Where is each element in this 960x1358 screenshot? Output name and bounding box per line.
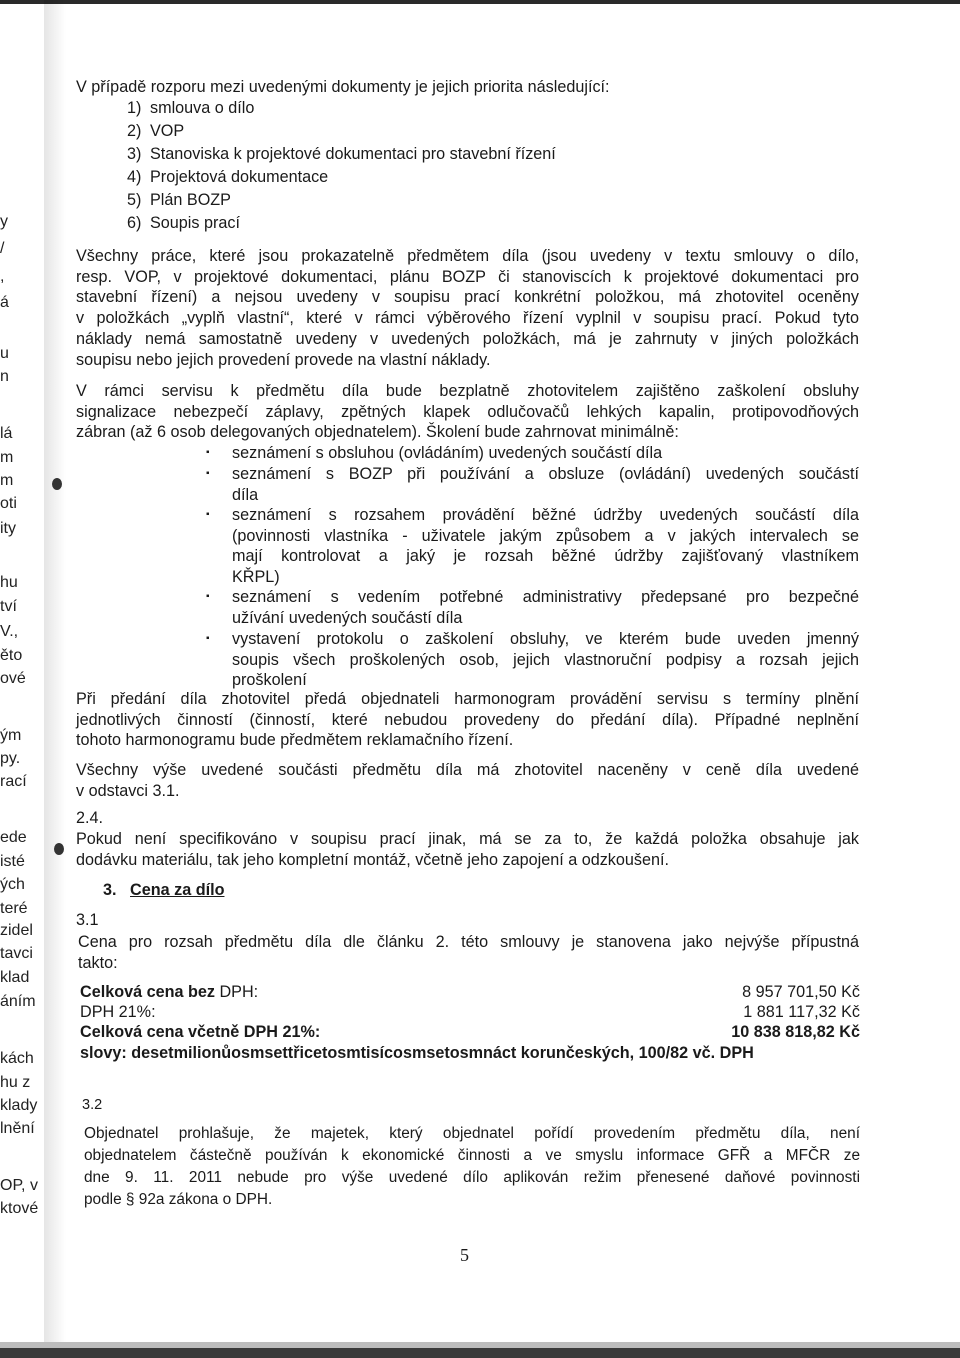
training-item-line: užívání uvedených součástí díla [232, 608, 463, 627]
vat-label: DPH 21%: [80, 1003, 156, 1021]
priority-intro: V případě rozporu mezi uvedenými dokumenty je jejich priorita následující: [76, 78, 610, 96]
priority-item-text: Soupis prací [150, 214, 240, 232]
price-in-words: slovy: desetmilionůosmsettřicetosmtisícosmsetosmnáct korunčeských, 100/82 vč. DPH [80, 1044, 754, 1062]
priority-item-text: Stanoviska k projektové dokumentaci pro stavební řízení [150, 145, 556, 163]
text-line: v odstavci 3.1. [76, 781, 180, 800]
gutter-fragment: ým [0, 727, 22, 744]
gutter-fragment: m [0, 449, 14, 466]
section-2-4-label: 2.4. [76, 809, 104, 827]
gutter-fragment: V., [0, 623, 19, 640]
gutter-fragment: lnění [0, 1120, 35, 1137]
gutter-fragment: á [0, 294, 9, 311]
training-item-line: seznámení s vedením potřebné administrativy předepsané pro bezpečné [232, 588, 859, 606]
bullet-marker: ▪ [206, 509, 210, 520]
priority-item-text: smlouva o dílo [150, 99, 255, 117]
scan-top-edge [0, 0, 960, 4]
text-line: dodávku materiálu, tak jeho kompletní montáž, včetně jeho zapojení a odzkoušení. [76, 851, 670, 869]
net-label-rest: DPH: [214, 983, 259, 1001]
priority-item-number: 5) [127, 191, 142, 209]
gutter-fragment: hu z [0, 1074, 31, 1091]
training-item-line: KŘPL) [232, 567, 280, 586]
net-label-bold: Celková cena bez [80, 983, 215, 1001]
training-item-line: mají kontrolovat a jaký je rozsah běžné údržby zajišťovaný vlastníkem [232, 547, 859, 565]
text-line: Pokud není specifikováno v soupisu prací jinak, má se za to, že každá položka obsahuje jak [76, 830, 859, 848]
priority-item-number: 6) [127, 214, 142, 232]
gutter-fragment: lá [0, 425, 13, 442]
priority-item [127, 167, 328, 188]
text-line: tohoto harmonogramu bude předmětem reklamačního řízení. [76, 731, 514, 749]
text-line: resp. VOP, v projektové dokumentaci, plánu BOZP či stanoviscích k projektové dokumentaci pro [76, 267, 859, 286]
training-item-line: soupis všech proškolených osob, jejich vlastnoruční podpisy a rozsah jejich [232, 650, 859, 669]
gutter-fragment: ěto [0, 647, 23, 664]
gutter-fragment: klad [0, 969, 30, 986]
gutter-fragment: ity [0, 520, 16, 537]
gutter-fragment: / [0, 240, 5, 257]
text-line: objednatelem částečně používán k ekonomické činnosti a ve smyslu informace GFŘ a MFČR ze [84, 1147, 860, 1164]
text-line: soupisu nebo jejich provedení provede na vlastní náklady. [76, 350, 491, 369]
scan-bottom-edge [0, 1348, 960, 1358]
text-line: náklady nemá samostatně uvedeny v uvedených položkách, má je zahrnuty v jiných položkách [76, 329, 859, 348]
gutter-fragment: kách [0, 1050, 34, 1067]
priority-item-text: VOP [150, 122, 185, 140]
gutter-fragment: py. [0, 750, 21, 767]
text-line: Cena pro rozsah předmětu díla dle článku 2. této smlouvy je stanovena jako nejvýše přípustná [78, 933, 859, 951]
text-line: dne 9. 11. 2011 nebude pro výše uvedené dílo aplikován režim přenesené daňové povinnosti [84, 1169, 860, 1186]
text-line: v položkách „vyplň vlastní“, které v rámci výběrového řízení vyplnil v soupisu prací. Pokud tyto [76, 309, 859, 328]
section-3-heading [103, 880, 224, 901]
section-3-1-label: 3.1 [76, 911, 99, 929]
gutter-fragment: tví [0, 598, 17, 615]
training-item-line: díla [232, 485, 259, 504]
gutter-fragment: n [0, 368, 9, 385]
gutter-fragment: klady [0, 1097, 38, 1114]
training-item-line: proškolení [232, 671, 307, 689]
gutter-fragment: ých [0, 876, 25, 893]
text-line: Při předání díla zhotovitel předá objednateli harmonogram provádění servisu s termíny plnění [76, 690, 859, 708]
priority-item-number: 4) [127, 168, 142, 186]
training-item-line: seznámení s BOZP při používání a obsluze (ovládání) uvedených součástí [232, 465, 859, 483]
priority-item-number: 2) [127, 122, 142, 140]
gutter-fragment: tavci [0, 945, 33, 962]
gutter-fragment: ede [0, 829, 27, 846]
priority-item [127, 98, 254, 119]
training-item-line: (povinnosti vlastníka - uživatele jakým způsobem a v jakých intervalech se [232, 526, 859, 545]
priority-item [127, 144, 556, 165]
punch-hole-mark [52, 478, 62, 490]
text-line: V rámci servisu k předmětu díla bude bezplatně zhotovitelem zajištěno zaškolení obsluhy [76, 382, 859, 400]
text-line: zábran (až 6 osob delegovaných objednatelem). Školení bude zahrnovat minimálně: [76, 423, 679, 441]
gutter-fragment: m [0, 472, 14, 489]
total-value: 10 838 818,82 Kč [731, 1023, 860, 1041]
gutter-fragment: u [0, 345, 9, 362]
gutter-fragment: hu [0, 574, 18, 591]
net-value: 8 957 701,50 Kč [742, 983, 860, 1001]
text-line: podle § 92a zákona o DPH. [84, 1191, 273, 1208]
text-line: Všechny výše uvedené součásti předmětu díla má zhotovitel naceněny v ceně díla uvedené [76, 761, 859, 779]
text-line: takto: [78, 954, 118, 972]
vat-value: 1 881 117,32 Kč [743, 1003, 860, 1021]
gutter-fragment: y [0, 213, 8, 230]
gutter-fragment: teré [0, 900, 28, 917]
gutter-fragment: ové [0, 670, 26, 687]
gutter-fragment: , [0, 268, 5, 285]
training-item-line: seznámení s obsluhou (ovládáním) uvedených součástí díla [232, 444, 663, 462]
priority-item-number: 3) [127, 145, 142, 163]
priority-item-number: 1) [127, 99, 142, 117]
bullet-marker: ▪ [206, 468, 210, 479]
priority-item-text: Projektová dokumentace [150, 168, 329, 186]
punch-hole-mark [54, 843, 64, 855]
previous-page-gutter [0, 0, 44, 1358]
gutter-shadow [44, 0, 66, 1358]
gutter-fragment: zidel [0, 922, 33, 939]
bullet-marker: ▪ [206, 591, 210, 602]
gutter-fragment: oti [0, 495, 17, 512]
gutter-fragment: OP, v [0, 1177, 38, 1194]
section-3-number: 3. [103, 881, 117, 899]
gutter-fragment: rací [0, 773, 27, 790]
training-item-line: vystavení protokolu o zaškolení obsluhy, ve kterém bude uveden jmenný [232, 630, 859, 648]
bullet-marker: ▪ [206, 633, 210, 644]
text-line: signalizace nebezpečí záplavy, zpětných klapek odlučovačů lehkých kapalin, protipovodňových [76, 402, 859, 421]
section-3-2-label: 3.2 [82, 1097, 103, 1113]
page-number: 5 [460, 1245, 469, 1265]
bullet-marker: ▪ [206, 447, 210, 458]
priority-item [127, 121, 184, 142]
total-label: Celková cena včetně DPH 21%: [80, 1023, 321, 1041]
section-3-title: Cena za dílo [130, 881, 225, 899]
priority-item [127, 190, 231, 211]
text-line: Všechny práce, které jsou prokazatelně předmětem díla (jsou uvedeny v textu smlouvy o dílo, [76, 247, 859, 265]
priority-item-text: Plán BOZP [150, 191, 231, 209]
text-line: stavební řízení) a nejsou uvedeny v soupisu prací konkrétní položkou, má zhotovitel oceněny [76, 288, 859, 307]
text-line: jednotlivých činností (činností, které nebudou provedeny do předání díla). Případné neplnění [76, 710, 859, 729]
gutter-fragment: isté [0, 853, 25, 870]
gutter-fragment: ktové [0, 1200, 39, 1217]
text-line: Objednatel prohlašuje, že majetek, který objednatel pořídí provedením předmětu díla, není [84, 1125, 860, 1142]
gutter-fragment: áním [0, 993, 36, 1010]
priority-item [127, 213, 240, 234]
training-item-line: seznámení s rozsahem provádění běžné údržby uvedených součástí díla [232, 506, 859, 524]
